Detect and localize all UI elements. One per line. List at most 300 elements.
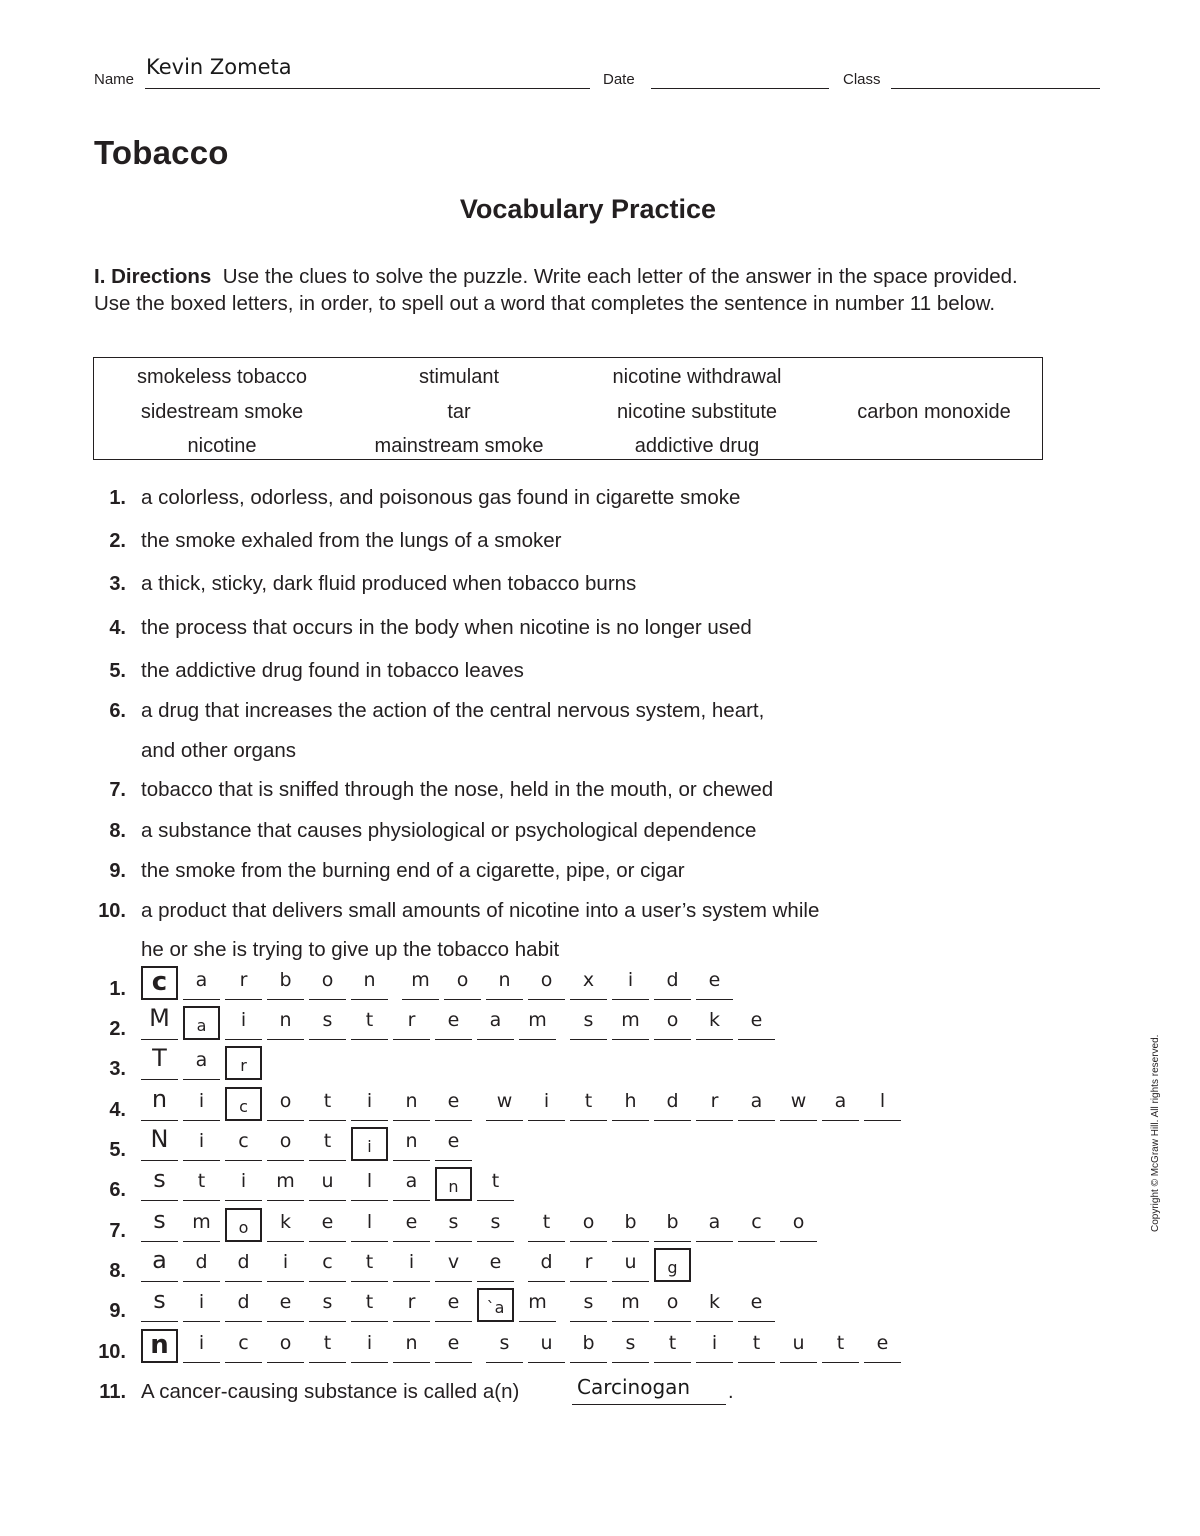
puzzle-cell[interactable]: [486, 966, 523, 1000]
cell-letter: h: [624, 1090, 637, 1112]
cell-letter: M: [149, 1004, 170, 1032]
clue-text: the smoke from the burning end of a cigarette, pipe, or cigar: [141, 859, 685, 882]
cell-letter: i: [240, 1170, 247, 1192]
cell-underline: [225, 1039, 262, 1040]
cell-letter: t: [365, 1251, 374, 1273]
cell-letter: a: [834, 1090, 847, 1112]
cell-underline: [309, 999, 346, 1000]
puzzle-row-number: 2.: [109, 1018, 126, 1040]
cell-underline: [528, 1281, 565, 1282]
puzzle-cell[interactable]: [183, 1046, 220, 1080]
puzzle-cell[interactable]: [267, 1006, 304, 1040]
cell-underline: [780, 1362, 817, 1363]
cell-underline: [612, 1241, 649, 1242]
puzzle-cell[interactable]: [822, 1329, 859, 1363]
puzzle-cell[interactable]: [225, 1006, 262, 1040]
cell-underline: [351, 1321, 388, 1322]
puzzle-cell[interactable]: [612, 1006, 649, 1040]
cell-letter: s: [583, 1009, 594, 1031]
puzzle-cell[interactable]: [435, 1127, 472, 1161]
bank-term: nicotine withdrawal: [612, 366, 782, 388]
puzzle-cell[interactable]: [351, 1167, 388, 1201]
cell-letter: a: [405, 1170, 418, 1192]
puzzle-cell[interactable]: [435, 1208, 472, 1242]
puzzle-cell[interactable]: [141, 1087, 178, 1121]
puzzle-cell[interactable]: [738, 1288, 775, 1322]
cell-underline: [309, 1200, 346, 1201]
puzzle-cell[interactable]: [267, 1167, 304, 1201]
puzzle-cell[interactable]: [309, 1329, 346, 1363]
cell-letter: n: [151, 1085, 168, 1113]
puzzle-cell[interactable]: [696, 1006, 733, 1040]
cell-underline: [612, 1321, 649, 1322]
cell-letter: i: [198, 1291, 205, 1313]
puzzle-cell[interactable]: [528, 1087, 565, 1121]
cell-letter: s: [153, 1206, 166, 1234]
cell-underline: [393, 1362, 430, 1363]
cell-letter: o: [279, 1130, 292, 1152]
cell-letter: n: [150, 1330, 169, 1360]
puzzle-cell[interactable]: [864, 1087, 901, 1121]
puzzle-cell[interactable]: [738, 1329, 775, 1363]
cell-underline: [183, 1362, 220, 1363]
cell-underline: [654, 1362, 691, 1363]
puzzle-cell[interactable]: [267, 1329, 304, 1363]
puzzle-cell[interactable]: [435, 1006, 472, 1040]
puzzle-boxed-cell[interactable]: [435, 1167, 472, 1201]
cell-letter: t: [836, 1332, 845, 1354]
cell-underline: [612, 1362, 649, 1363]
clue-number: 2.: [109, 530, 126, 552]
puzzle-cell[interactable]: [225, 1288, 262, 1322]
cell-letter: e: [447, 1090, 460, 1112]
puzzle-boxed-cell[interactable]: [141, 1329, 178, 1363]
cell-letter: t: [323, 1130, 332, 1152]
cell-letter: e: [489, 1251, 502, 1273]
puzzle-cell[interactable]: [393, 1127, 430, 1161]
puzzle-cell[interactable]: [141, 1288, 178, 1322]
cell-letter: r: [584, 1251, 593, 1273]
cell-letter: d: [195, 1251, 208, 1273]
puzzle-cell[interactable]: [528, 966, 565, 1000]
puzzle-cell[interactable]: [435, 1087, 472, 1121]
puzzle-cell[interactable]: [351, 1006, 388, 1040]
cell-underline: [822, 1362, 859, 1363]
puzzle-cell[interactable]: [267, 1208, 304, 1242]
puzzle-cell[interactable]: [267, 1248, 304, 1282]
puzzle-cell[interactable]: [780, 1087, 817, 1121]
puzzle-cell[interactable]: [402, 966, 439, 1000]
puzzle-cell[interactable]: [612, 1288, 649, 1322]
puzzle-row-number: 4.: [109, 1099, 126, 1121]
puzzle-cell[interactable]: [477, 1248, 514, 1282]
puzzle-cell[interactable]: [183, 1167, 220, 1201]
clue-number: 6.: [109, 700, 126, 722]
puzzle-cell[interactable]: [654, 1006, 691, 1040]
class-line[interactable]: [891, 88, 1100, 89]
puzzle-cell[interactable]: [654, 966, 691, 1000]
cell-underline: [141, 1039, 178, 1040]
puzzle-boxed-cell[interactable]: [225, 1087, 262, 1121]
cell-underline: [780, 1241, 817, 1242]
cell-underline: [654, 1039, 691, 1040]
puzzle-cell[interactable]: [225, 1329, 262, 1363]
puzzle-cell[interactable]: [393, 1087, 430, 1121]
puzzle-cell[interactable]: [477, 1006, 514, 1040]
puzzle-cell[interactable]: [528, 1208, 565, 1242]
puzzle-cell[interactable]: [309, 966, 346, 1000]
puzzle-cell[interactable]: [309, 1208, 346, 1242]
puzzle-cell[interactable]: [654, 1087, 691, 1121]
puzzle-boxed-cell[interactable]: [654, 1248, 691, 1282]
puzzle-cell[interactable]: [351, 1087, 388, 1121]
puzzle-cell[interactable]: [309, 1167, 346, 1201]
cell-letter: a: [196, 1016, 207, 1035]
cell-underline: [477, 1039, 514, 1040]
cell-underline: [528, 999, 565, 1000]
cell-letter: s: [322, 1291, 333, 1313]
cell-letter: i: [627, 969, 634, 991]
puzzle-cell[interactable]: [393, 1248, 430, 1282]
puzzle-cell[interactable]: [267, 1087, 304, 1121]
puzzle-cell[interactable]: [393, 1208, 430, 1242]
puzzle-cell[interactable]: [393, 1006, 430, 1040]
puzzle-boxed-cell[interactable]: [141, 966, 178, 1000]
puzzle-cell[interactable]: [351, 1329, 388, 1363]
cell-letter: n: [448, 1177, 459, 1196]
cell-underline: [654, 1120, 691, 1121]
puzzle-cell[interactable]: [267, 1288, 304, 1322]
name-line: [145, 88, 590, 89]
cell-underline: [477, 1200, 514, 1201]
cell-letter: x: [582, 969, 595, 991]
puzzle-cell[interactable]: [612, 1329, 649, 1363]
cell-underline: [141, 1079, 178, 1080]
puzzle-cell[interactable]: [435, 1329, 472, 1363]
puzzle-boxed-cell[interactable]: [225, 1046, 262, 1080]
cell-letter: t: [323, 1332, 332, 1354]
cell-letter: i: [543, 1090, 550, 1112]
cell-underline: [225, 1281, 262, 1282]
question-11-answer-line[interactable]: [572, 1404, 726, 1405]
puzzle-cell[interactable]: [780, 1208, 817, 1242]
cell-letter: w: [790, 1090, 807, 1112]
cell-underline: [183, 1160, 220, 1161]
cell-letter: i: [198, 1090, 205, 1112]
cell-letter: e: [321, 1211, 334, 1233]
cell-underline: [570, 1039, 607, 1040]
date-line[interactable]: [651, 88, 829, 89]
cell-letter: s: [490, 1211, 501, 1233]
puzzle-cell[interactable]: [267, 1127, 304, 1161]
cell-letter: c: [238, 1130, 249, 1152]
cell-letter: c: [238, 1332, 249, 1354]
puzzle-cell[interactable]: [309, 1006, 346, 1040]
cell-underline: [435, 1120, 472, 1121]
cell-underline: [738, 1362, 775, 1363]
puzzle-cell[interactable]: [351, 1208, 388, 1242]
cell-underline: [309, 1362, 346, 1363]
puzzle-cell[interactable]: [696, 1087, 733, 1121]
cell-underline: [864, 1362, 901, 1363]
cell-letter: e: [279, 1291, 292, 1313]
cell-underline: [393, 1200, 430, 1201]
puzzle-cell[interactable]: [612, 1208, 649, 1242]
cell-letter: l: [366, 1211, 373, 1233]
puzzle-cell[interactable]: [351, 1248, 388, 1282]
cell-underline: [864, 1120, 901, 1121]
puzzle-row-number: 6.: [109, 1179, 126, 1201]
cell-letter: o: [792, 1211, 805, 1233]
cell-underline: [696, 1362, 733, 1363]
puzzle-cell[interactable]: [435, 1248, 472, 1282]
cell-letter: s: [499, 1332, 510, 1354]
cell-underline: [435, 1321, 472, 1322]
question-11-answer[interactable]: Carcinogan: [577, 1375, 691, 1399]
name-value[interactable]: Kevin Zometa: [146, 55, 292, 79]
puzzle-cell[interactable]: [141, 1208, 178, 1242]
date-label: Date: [603, 71, 635, 88]
cell-underline: [267, 1160, 304, 1161]
cell-letter: w: [496, 1090, 513, 1112]
puzzle-cell[interactable]: [696, 1288, 733, 1322]
cell-letter: e: [708, 969, 721, 991]
class-label: Class: [843, 71, 881, 88]
puzzle-cell[interactable]: [738, 1006, 775, 1040]
cell-underline: [435, 1281, 472, 1282]
clue-text: the process that occurs in the body when nicotine is no longer used: [141, 616, 752, 639]
puzzle-cell[interactable]: [351, 1288, 388, 1322]
puzzle-cell[interactable]: [141, 1248, 178, 1282]
cell-letter: b: [624, 1211, 637, 1233]
cell-letter: m: [621, 1009, 640, 1031]
clue-text: the addictive drug found in tobacco leaves: [141, 659, 524, 682]
puzzle-cell[interactable]: [570, 966, 607, 1000]
cell-letter: e: [405, 1211, 418, 1233]
puzzle-cell[interactable]: [570, 1006, 607, 1040]
cell-underline: [267, 1241, 304, 1242]
cell-underline: [570, 1321, 607, 1322]
cell-letter: o: [582, 1211, 595, 1233]
cell-underline: [225, 1200, 262, 1201]
puzzle-cell[interactable]: [393, 1167, 430, 1201]
puzzle-cell[interactable]: [267, 966, 304, 1000]
word-bank: [93, 357, 1043, 460]
cell-underline: [141, 1120, 178, 1121]
cell-letter: d: [666, 1090, 679, 1112]
clue-text: a substance that causes physiological or psychological dependence: [141, 819, 757, 842]
puzzle-cell[interactable]: [141, 1167, 178, 1201]
puzzle-cell[interactable]: [570, 1087, 607, 1121]
cell-letter: v: [447, 1251, 460, 1273]
puzzle-boxed-cell[interactable]: [183, 1006, 220, 1040]
cell-letter: b: [279, 969, 292, 991]
cell-letter: k: [708, 1009, 720, 1031]
puzzle-cell[interactable]: [738, 1087, 775, 1121]
cell-underline: [309, 1039, 346, 1040]
puzzle-cell[interactable]: [183, 966, 220, 1000]
puzzle-cell[interactable]: [183, 1127, 220, 1161]
puzzle-cell[interactable]: [612, 966, 649, 1000]
puzzle-cell[interactable]: [570, 1329, 607, 1363]
cell-letter: t: [491, 1170, 500, 1192]
puzzle-cell[interactable]: [225, 1127, 262, 1161]
puzzle-cell[interactable]: [309, 1127, 346, 1161]
puzzle-cell[interactable]: [654, 1329, 691, 1363]
cell-underline: [393, 1321, 430, 1322]
cell-letter: c: [751, 1211, 762, 1233]
puzzle-cell[interactable]: [435, 1288, 472, 1322]
cell-underline: [738, 1120, 775, 1121]
cell-letter: c: [239, 1097, 248, 1116]
cell-letter: a: [750, 1090, 763, 1112]
cell-underline: [612, 1039, 649, 1040]
puzzle-cell[interactable]: [309, 1288, 346, 1322]
bank-term: nicotine: [187, 435, 257, 457]
cell-underline: [309, 1160, 346, 1161]
puzzle-cell[interactable]: [141, 1006, 178, 1040]
cell-underline: [477, 1241, 514, 1242]
clue-text: a drug that increases the action of the central nervous system, heart,: [141, 699, 765, 722]
puzzle-cell[interactable]: [393, 1288, 430, 1322]
puzzle-cell[interactable]: [309, 1087, 346, 1121]
puzzle-cell[interactable]: [696, 1329, 733, 1363]
cell-underline: [309, 1241, 346, 1242]
puzzle-cell[interactable]: [183, 1087, 220, 1121]
puzzle-cell[interactable]: [225, 1248, 262, 1282]
puzzle-cell[interactable]: [696, 966, 733, 1000]
puzzle-cell[interactable]: [654, 1208, 691, 1242]
cell-letter: n: [405, 1090, 418, 1112]
cell-letter: t: [365, 1009, 374, 1031]
puzzle-cell[interactable]: [486, 1329, 523, 1363]
name-label: Name: [94, 71, 135, 88]
puzzle-boxed-cell[interactable]: [477, 1288, 514, 1322]
puzzle-cell[interactable]: [696, 1208, 733, 1242]
cell-underline: [738, 1321, 775, 1322]
puzzle-cell[interactable]: [612, 1087, 649, 1121]
puzzle-cell[interactable]: [225, 966, 262, 1000]
puzzle-cell[interactable]: [612, 1248, 649, 1282]
cell-underline: [309, 1281, 346, 1282]
puzzle-row-number: 5.: [109, 1139, 126, 1161]
cell-letter: s: [153, 1165, 166, 1193]
puzzle-cell[interactable]: [519, 1006, 556, 1040]
cell-letter: o: [540, 969, 553, 991]
puzzle-cell[interactable]: [477, 1208, 514, 1242]
cell-underline: [444, 999, 481, 1000]
cell-underline: [393, 1039, 430, 1040]
cell-letter: r: [407, 1291, 416, 1313]
puzzle-boxed-cell[interactable]: [351, 1127, 388, 1161]
puzzle-cell[interactable]: [444, 966, 481, 1000]
puzzle-cell[interactable]: [141, 1127, 178, 1161]
puzzle-cell[interactable]: [477, 1167, 514, 1201]
puzzle-cell[interactable]: [141, 1046, 178, 1080]
cell-underline: [696, 1120, 733, 1121]
cell-underline: [519, 1039, 556, 1040]
cell-letter: b: [666, 1211, 679, 1233]
cell-letter: g: [667, 1258, 678, 1277]
cell-underline: [351, 1362, 388, 1363]
cell-underline: [528, 1362, 565, 1363]
puzzle-row-number: 3.: [109, 1058, 126, 1080]
cell-letter: t: [752, 1332, 761, 1354]
puzzle-cell[interactable]: [183, 1208, 220, 1242]
puzzle-boxed-cell[interactable]: [225, 1208, 262, 1242]
cell-letter: e: [750, 1291, 763, 1313]
puzzle-cell[interactable]: [738, 1208, 775, 1242]
puzzle-cell[interactable]: [183, 1329, 220, 1363]
cell-letter: e: [447, 1291, 460, 1313]
puzzle-cell[interactable]: [570, 1208, 607, 1242]
cell-letter: t: [668, 1332, 677, 1354]
cell-letter: m: [276, 1170, 295, 1192]
cell-letter: d: [237, 1251, 250, 1273]
puzzle-cell[interactable]: [183, 1248, 220, 1282]
cell-letter: `a: [486, 1298, 505, 1317]
clue-number: 5.: [109, 660, 126, 682]
cell-letter: a: [195, 969, 208, 991]
cell-underline: [612, 1120, 649, 1121]
cell-underline: [738, 1039, 775, 1040]
cell-letter: o: [279, 1332, 292, 1354]
cell-letter: t: [197, 1170, 206, 1192]
puzzle-cell[interactable]: [225, 1167, 262, 1201]
puzzle-cell[interactable]: [351, 966, 388, 1000]
puzzle-cell[interactable]: [528, 1329, 565, 1363]
cell-underline: [486, 1120, 523, 1121]
puzzle-cell[interactable]: [654, 1288, 691, 1322]
puzzle-cell[interactable]: [309, 1248, 346, 1282]
cell-letter: i: [198, 1130, 205, 1152]
cell-letter: i: [711, 1332, 718, 1354]
cell-letter: N: [150, 1125, 169, 1153]
clue-number: 10.: [98, 900, 126, 922]
puzzle-cell[interactable]: [519, 1288, 556, 1322]
puzzle-cell[interactable]: [528, 1248, 565, 1282]
puzzle-cell[interactable]: [393, 1329, 430, 1363]
cell-underline: [351, 1120, 388, 1121]
puzzle-cell[interactable]: [183, 1288, 220, 1322]
cell-underline: [351, 1241, 388, 1242]
cell-letter: e: [447, 1130, 460, 1152]
clue-number: 9.: [109, 860, 126, 882]
puzzle-cell[interactable]: [570, 1248, 607, 1282]
cell-underline: [435, 1241, 472, 1242]
cell-underline: [183, 1200, 220, 1201]
cell-underline: [738, 1241, 775, 1242]
cell-underline: [435, 1160, 472, 1161]
cell-underline: [141, 1160, 178, 1161]
puzzle-cell[interactable]: [822, 1087, 859, 1121]
cell-letter: o: [321, 969, 334, 991]
cell-underline: [612, 999, 649, 1000]
puzzle-cell[interactable]: [864, 1329, 901, 1363]
puzzle-cell[interactable]: [780, 1329, 817, 1363]
cell-letter: s: [153, 1286, 166, 1314]
clue-text: tobacco that is sniffed through the nose, held in the mouth, or chewed: [141, 778, 774, 801]
puzzle-cell[interactable]: [570, 1288, 607, 1322]
cell-letter: k: [708, 1291, 720, 1313]
cell-underline: [267, 1281, 304, 1282]
cell-letter: i: [408, 1251, 415, 1273]
cell-underline: [570, 1120, 607, 1121]
clue-number: 1.: [109, 487, 126, 509]
cell-letter: e: [447, 1009, 460, 1031]
puzzle-cell[interactable]: [486, 1087, 523, 1121]
cell-letter: e: [876, 1332, 889, 1354]
